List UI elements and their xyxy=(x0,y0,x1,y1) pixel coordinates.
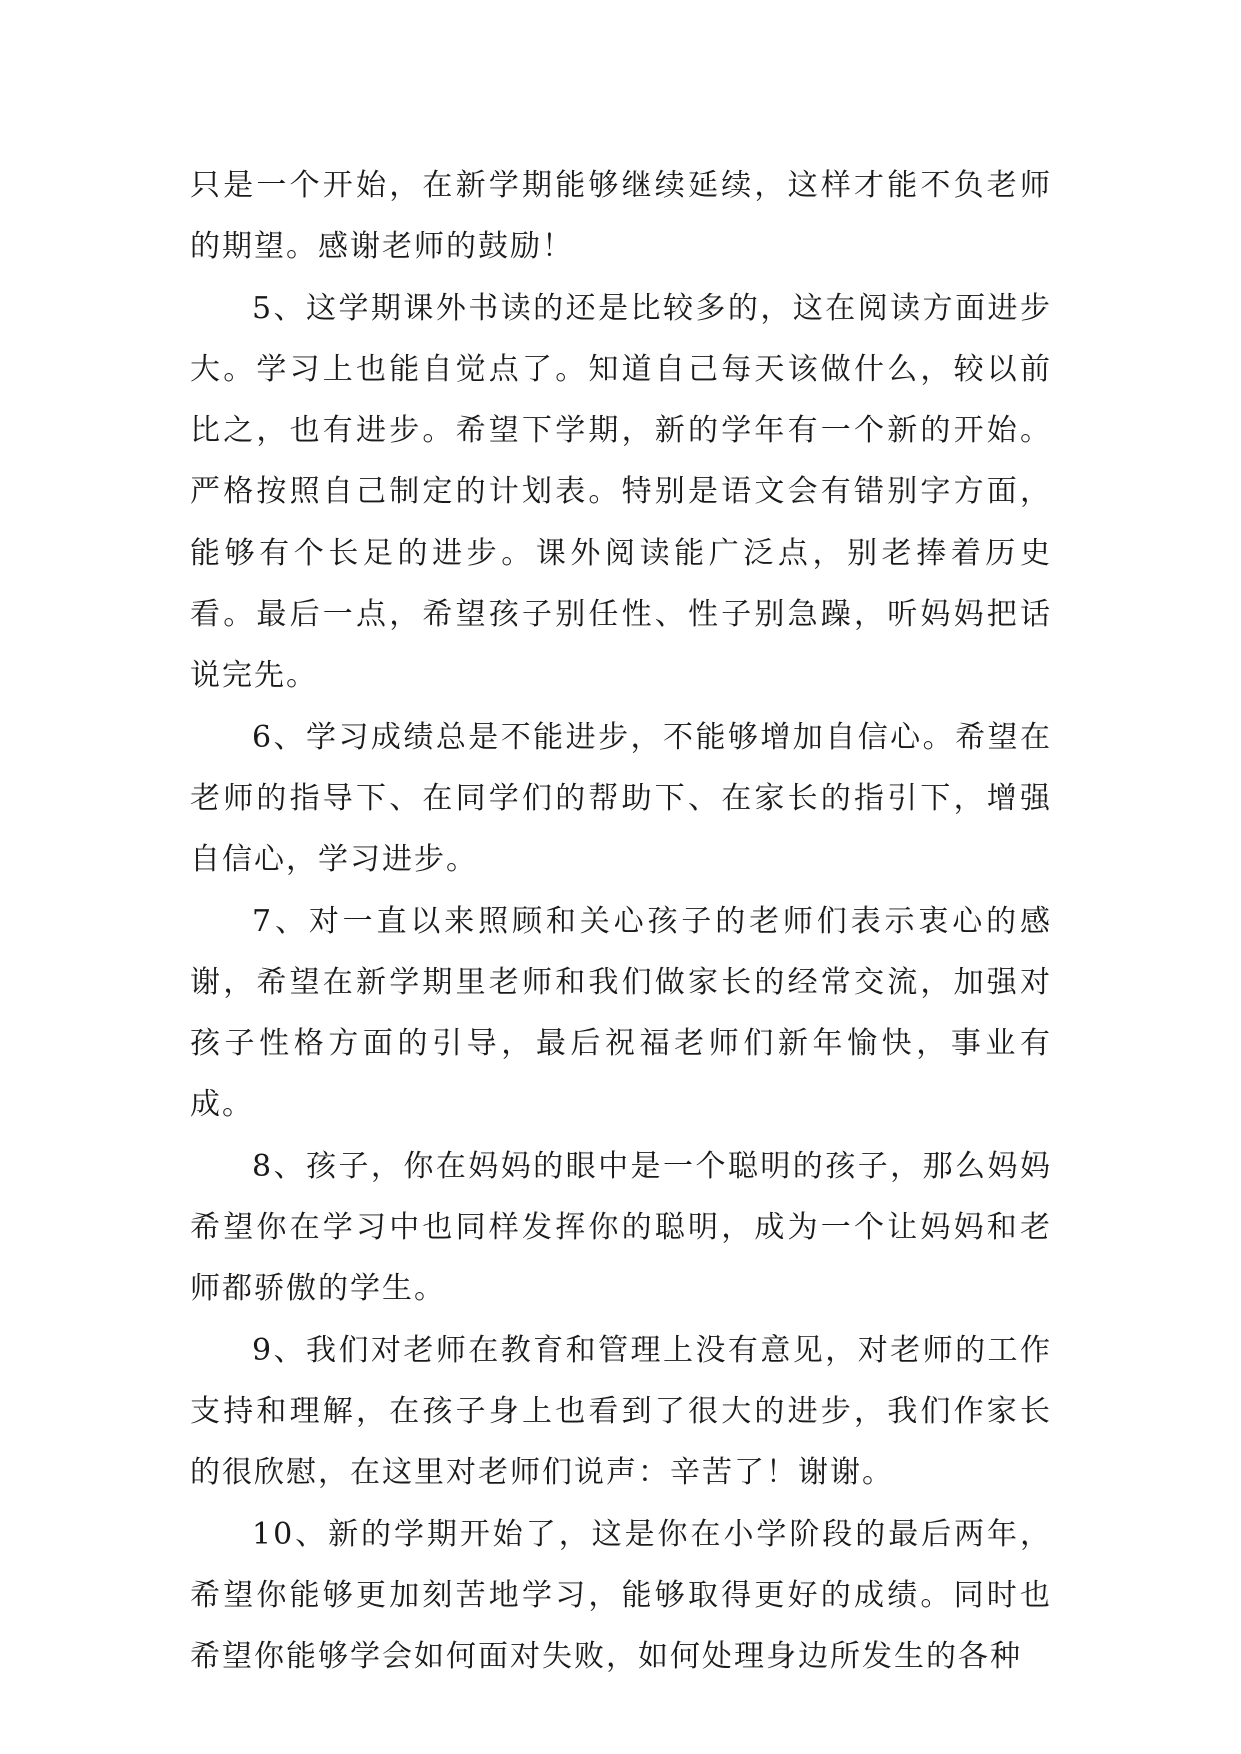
paragraph-item-8: 8、孩子，你在妈妈的眼中是一个聪明的孩子，那么妈妈希望你在学习中也同样发挥你的聪明，成为一个让妈妈和老师都骄傲的学生。 xyxy=(190,1148,1052,1307)
paragraph-item-6: 6、学习成绩总是不能进步，不能够增加自信心。希望在老师的指导下、在同学们的帮助下、在家长的指引下，增强自信心，学习进步。 xyxy=(190,719,1052,878)
paragraph-continuation: 只是一个开始，在新学期能够继续延续，这样才能不负老师的期望。感谢老师的鼓励！ xyxy=(190,168,1052,265)
document-page xyxy=(190,155,1052,1687)
paragraph-item-10: 10、新的学期开始了，这是你在小学阶段的最后两年，希望你能够更加刻苦地学习，能够取得更好的成绩。同时也希望你能够学会如何面对失败，如何处理身边所发生的各种 xyxy=(190,1516,1052,1675)
paragraph-item-7: 7、对一直以来照顾和关心孩子的老师们表示衷心的感谢，希望在新学期里老师和我们做家长的经常交流，加强对孩子性格方面的引导，最后祝福老师们新年愉快，事业有成。 xyxy=(190,903,1052,1123)
paragraph-item-9: 9、我们对老师在教育和管理上没有意见，对老师的工作支持和理解，在孩子身上也看到了很大的进步，我们作家长的很欣慰，在这里对老师们说声：辛苦了！谢谢。 xyxy=(190,1332,1052,1491)
paragraph-item-5: 5、这学期课外书读的还是比较多的，这在阅读方面进步大。学习上也能自觉点了。知道自己每天该做什么，较以前比之，也有进步。希望下学期，新的学年有一个新的开始。严格按照自己制定的计划表。特别是语文会有错别字方面，能够有个长足的进步。课外阅读能广泛点，别老捧着历史看。最后一点，希望孩子别任性、性子别急躁，听妈妈把话说完先。 xyxy=(190,290,1052,694)
